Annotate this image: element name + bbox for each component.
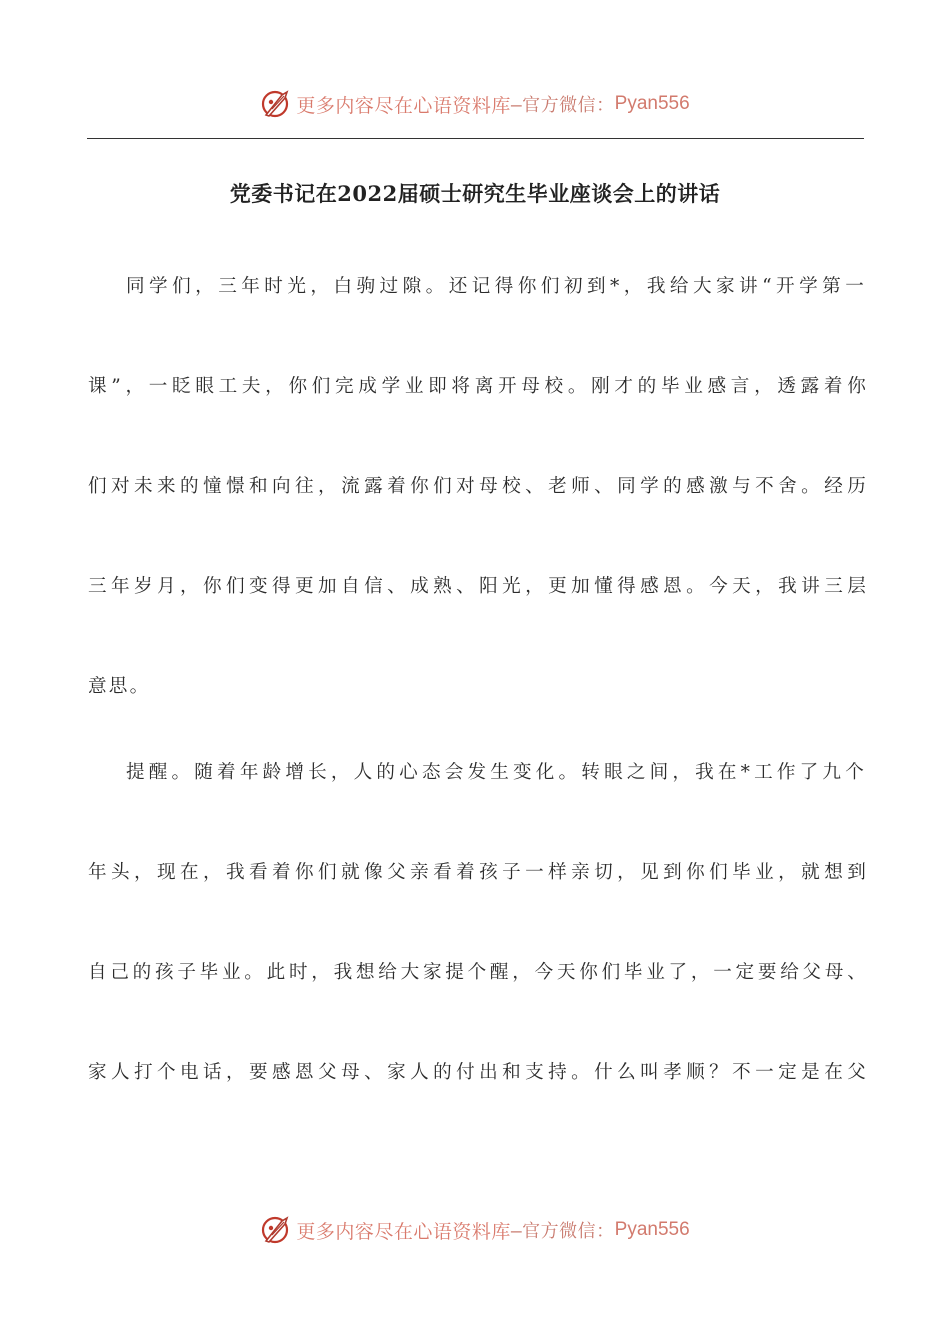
footer-banner-text: 更多内容尽在心语资料库 <box>296 1220 511 1243</box>
paragraph-1-line-5: 意思。 <box>88 676 151 697</box>
document-title: 党委书记在2022届硕士研究生毕业座谈会上的讲话 <box>229 181 721 206</box>
quill-pen-icon <box>260 1213 294 1247</box>
paragraph-2-line-4: 家人打个电话，要感恩父母、家人的付出和支持。什么叫孝顺？不一定是在父 <box>88 1062 868 1083</box>
quill-pen-icon <box>260 87 294 121</box>
paragraph-1-line-2: 课”，一眨眼工夫，你们完成学业即将离开母校。刚才的毕业感言，透露着你 <box>88 376 868 397</box>
footer-banner <box>0 1210 950 1250</box>
paragraph-1-line-4: 三年岁月，你们变得更加自信、成熟、阳光，更加懂得感恩。今天，我讲三层 <box>88 576 868 597</box>
paragraph-1-line-3: 们对未来的憧憬和向往，流露着你们对母校、老师、同学的感激与不舍。经历 <box>88 476 868 497</box>
header-divider <box>87 138 864 139</box>
banner-text: 更多内容尽在心语资料库 <box>296 94 511 117</box>
header-banner <box>0 84 950 124</box>
paragraph-2-line-2: 年头，现在，我看着你们就像父亲看着孩子一样亲切，见到你们毕业，就想到 <box>88 862 868 883</box>
paragraph-1-line-1: 同学们，三年时光，白驹过隙。还记得你们初到*，我给大家讲“开学第一 <box>126 276 866 297</box>
banner-wechat-id: Pyan556 <box>614 93 690 114</box>
paragraph-2-line-1: 提醒。随着年龄增长，人的心态会发生变化。转眼之间，我在*工作了九个 <box>126 762 866 783</box>
banner-separator: —官方微信： <box>510 95 615 116</box>
footer-banner-separator: —官方微信： <box>510 1221 615 1242</box>
footer-banner-wechat-id: Pyan556 <box>614 1219 690 1240</box>
paragraph-2-line-3: 自己的孩子毕业。此时，我想给大家提个醒，今天你们毕业了，一定要给父母、 <box>88 962 868 983</box>
